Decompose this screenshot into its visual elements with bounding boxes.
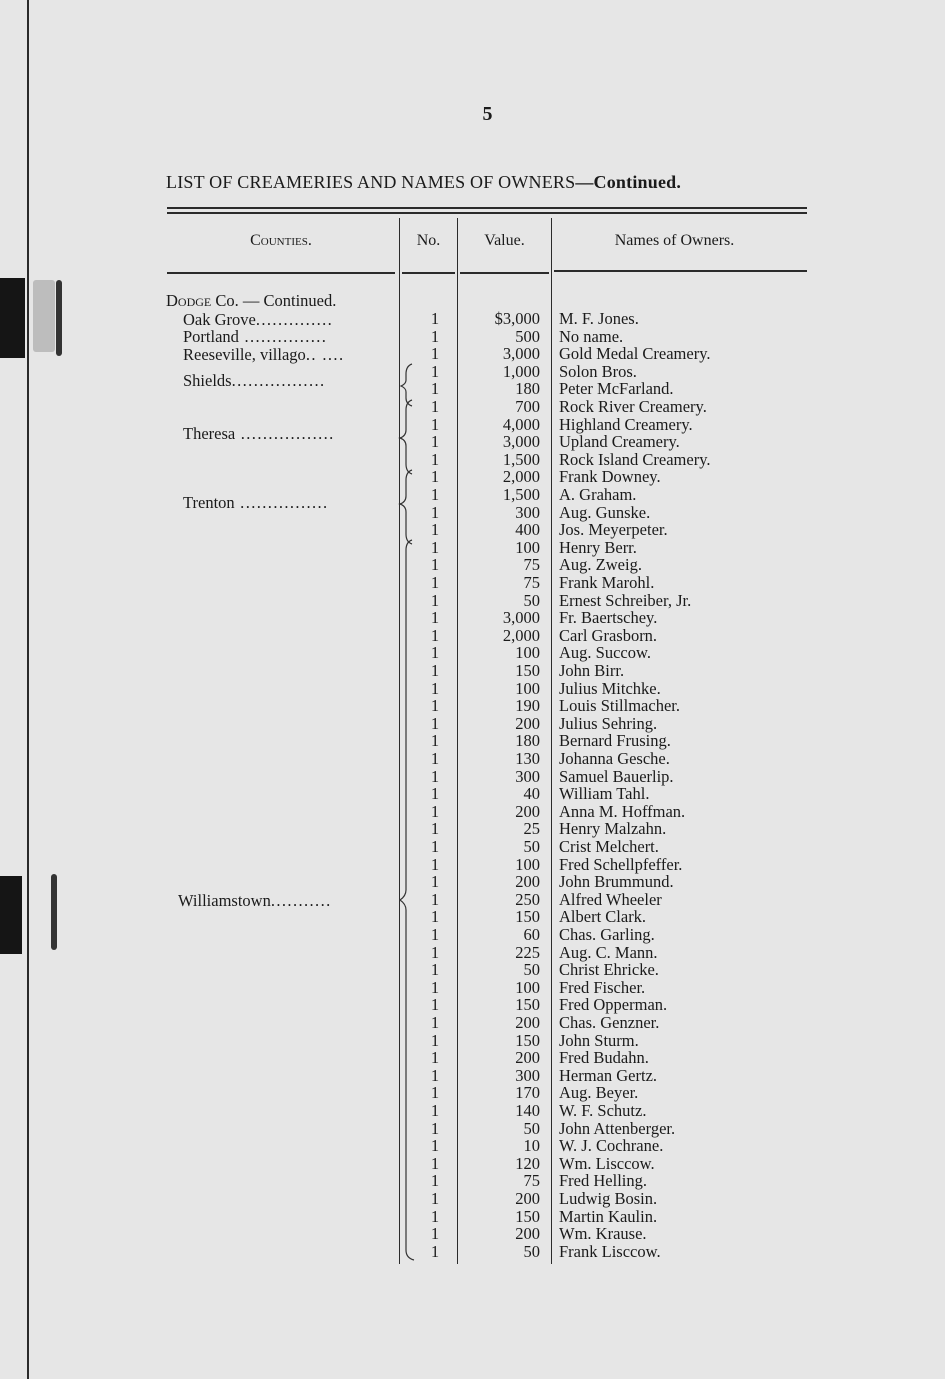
- row-value: 130: [515, 749, 540, 768]
- town-label: Theresa .................: [183, 424, 335, 443]
- row-count: 1: [430, 925, 440, 944]
- title-main: LIST OF CREAMERIES AND NAMES OF OWNERS: [166, 172, 576, 192]
- row-count: 1: [430, 1083, 440, 1103]
- row-count: 1: [430, 960, 440, 980]
- row-count: 1: [430, 854, 440, 874]
- row-value: 1,500: [502, 449, 540, 469]
- row-value: 250: [515, 889, 540, 909]
- row-count: 1: [430, 819, 440, 839]
- row-owner: Peter McFarland.: [559, 379, 674, 399]
- header-rule: [402, 272, 455, 274]
- row-count: 1: [430, 766, 440, 786]
- row-owner: Fr. Baertschey.: [559, 608, 658, 628]
- row-owner: A. Graham.: [559, 485, 637, 504]
- row-count: 1: [430, 625, 440, 645]
- row-owner: Samuel Bauerlip.: [559, 766, 674, 786]
- page-title: [166, 172, 681, 193]
- row-owner: Fred Fischer.: [559, 977, 646, 997]
- row-value: 60: [523, 925, 540, 944]
- county-name: Dodge: [166, 291, 212, 310]
- row-count: 1: [430, 713, 440, 733]
- row-count: 1: [430, 1048, 440, 1068]
- row-count: 1: [430, 1101, 440, 1120]
- row-count: 1: [430, 414, 440, 434]
- row-count: 1: [430, 661, 440, 680]
- row-owner: William Tahl.: [559, 784, 650, 804]
- row-value: 100: [515, 854, 540, 874]
- row-owner: John Attenberger.: [559, 1118, 676, 1138]
- binding-smudge: [33, 280, 55, 352]
- row-owner: Jos. Meyerpeter.: [559, 520, 668, 540]
- row-value: 190: [515, 696, 540, 716]
- header-value: Value.: [484, 232, 525, 249]
- row-owner: John Brummund.: [559, 872, 674, 892]
- row-count: 1: [430, 801, 440, 821]
- row-owner: Ludwig Bosin.: [559, 1189, 658, 1208]
- row-count: 1: [430, 573, 440, 592]
- row-count: 1: [430, 1013, 440, 1032]
- row-count: 1: [430, 1171, 440, 1191]
- row-count: 1: [430, 872, 440, 892]
- row-count: 1: [430, 1224, 440, 1244]
- row-owner: Aug. Zweig.: [559, 555, 642, 575]
- row-count: 1: [430, 344, 440, 364]
- row-value: 50: [523, 837, 540, 856]
- header-rule: [554, 270, 807, 272]
- row-owner: Aug. Gunske.: [559, 502, 651, 522]
- row-value: 1,500: [502, 485, 540, 504]
- header-rule: [460, 272, 549, 274]
- row-owner: Aug. C. Mann.: [559, 942, 658, 962]
- row-count: 1: [430, 1030, 440, 1050]
- row-count: 1: [430, 432, 440, 452]
- town-label: Portland ...............: [183, 327, 328, 346]
- row-owner: Christ Ehricke.: [559, 960, 659, 980]
- row-value: 200: [515, 801, 540, 821]
- row-value: 3,000: [502, 608, 540, 628]
- top-rule: [167, 212, 807, 214]
- town-label: Shields.................: [183, 371, 326, 390]
- row-owner: John Sturm.: [559, 1030, 639, 1050]
- row-owner: Crist Melchert.: [559, 837, 659, 856]
- row-value: 200: [515, 872, 540, 892]
- row-count: 1: [430, 590, 440, 610]
- row-value: 50: [523, 960, 540, 980]
- row-count: 1: [430, 643, 440, 663]
- row-value: 40: [523, 784, 540, 804]
- row-value: 25: [523, 819, 540, 839]
- column-divider: [457, 218, 458, 1264]
- row-value: 400: [515, 520, 540, 540]
- row-owner: Fred Helling.: [559, 1171, 647, 1191]
- row-owner: Henry Berr.: [559, 537, 637, 557]
- row-value: 200: [515, 1189, 540, 1208]
- row-owner: Martin Kaulin.: [559, 1206, 658, 1226]
- row-count: 1: [430, 1065, 440, 1085]
- row-count: 1: [430, 942, 440, 962]
- row-value: 170: [515, 1083, 540, 1103]
- row-value: 100: [515, 537, 540, 557]
- row-count: 1: [430, 397, 440, 416]
- row-count: 1: [430, 731, 440, 751]
- header-counties: Counties.: [250, 232, 312, 249]
- row-count: 1: [430, 784, 440, 804]
- row-count: 1: [430, 749, 440, 768]
- town-label: Reeseville, villago.. ....: [183, 345, 345, 364]
- row-value: 700: [515, 397, 540, 416]
- row-value: 100: [515, 643, 540, 663]
- row-value: 1,000: [502, 361, 540, 381]
- row-owner: Henry Malzahn.: [559, 819, 667, 839]
- row-count: 1: [430, 907, 440, 927]
- row-owner: Chas. Garling.: [559, 925, 655, 944]
- row-owner: Anna M. Hoffman.: [559, 801, 686, 821]
- row-value: 180: [515, 379, 540, 399]
- row-count: 1: [430, 1241, 440, 1261]
- row-count: 1: [430, 1153, 440, 1173]
- header-no: No.: [416, 232, 441, 249]
- row-owner: Rock River Creamery.: [559, 397, 707, 416]
- title-suffix: —Continued.: [575, 172, 682, 192]
- header-owners: Names of Owners.: [614, 232, 735, 249]
- column-divider: [551, 218, 552, 1264]
- row-owner: Alfred Wheeler: [559, 889, 662, 909]
- row-count: 1: [430, 889, 440, 909]
- row-value: 3,000: [502, 344, 540, 364]
- county-heading: [166, 291, 336, 311]
- row-count: 1: [430, 1118, 440, 1138]
- row-owner: Solon Bros.: [559, 361, 637, 381]
- row-value: 75: [523, 555, 540, 575]
- row-count: 1: [430, 995, 440, 1015]
- row-owner: Julius Sehring.: [559, 713, 658, 733]
- row-owner: Wm. Lisccow.: [559, 1153, 655, 1173]
- row-count: 1: [430, 309, 440, 328]
- row-owner: M. F. Jones.: [559, 309, 639, 328]
- row-value: 100: [515, 678, 540, 698]
- row-owner: Highland Creamery.: [559, 414, 693, 434]
- row-owner: Julius Mitchke.: [559, 678, 661, 698]
- town-label: Oak Grove..............: [183, 310, 334, 329]
- row-owner: Johanna Gesche.: [559, 749, 670, 768]
- binding-mark: [51, 874, 57, 950]
- row-count: 1: [430, 537, 440, 557]
- row-count: 1: [430, 502, 440, 522]
- row-count: 1: [430, 467, 440, 487]
- row-owner: Frank Marohl.: [559, 573, 655, 592]
- row-owner: Albert Clark.: [559, 907, 647, 927]
- row-count: 1: [430, 485, 440, 504]
- county-heading-rest: Co. — Continued.: [211, 291, 337, 310]
- row-value: 500: [515, 326, 540, 346]
- page-number: 5: [482, 103, 493, 125]
- row-owner: Aug. Succow.: [559, 643, 651, 663]
- row-value: 300: [515, 502, 540, 522]
- row-owner: W. J. Cochrane.: [559, 1136, 664, 1156]
- row-owner: Wm. Krause.: [559, 1224, 647, 1244]
- row-value: 4,000: [502, 414, 540, 434]
- row-owner: Fred Budahn.: [559, 1048, 649, 1068]
- top-rule: [167, 207, 807, 209]
- row-owner: Herman Gertz.: [559, 1065, 658, 1085]
- row-count: 1: [430, 379, 440, 399]
- row-value: $3,000: [494, 309, 540, 328]
- row-count: 1: [430, 1189, 440, 1208]
- town-label: Trenton ................: [183, 493, 329, 512]
- row-value: 300: [515, 1065, 540, 1085]
- row-count: 1: [430, 837, 440, 856]
- row-value: 150: [515, 995, 540, 1015]
- row-value: 200: [515, 713, 540, 733]
- row-value: 50: [523, 1241, 540, 1261]
- row-value: 140: [515, 1101, 540, 1120]
- row-count: 1: [430, 520, 440, 540]
- row-owner: Fred Opperman.: [559, 995, 668, 1015]
- row-owner: Ernest Schreiber, Jr.: [559, 590, 692, 610]
- row-value: 50: [523, 1118, 540, 1138]
- row-count: 1: [430, 555, 440, 575]
- row-value: 100: [515, 977, 540, 997]
- row-count: 1: [430, 1206, 440, 1226]
- row-owner: Upland Creamery.: [559, 432, 680, 452]
- town-label: Williamstown...........: [178, 891, 332, 910]
- row-value: 300: [515, 766, 540, 786]
- group-braces: [396, 360, 418, 1264]
- row-count: 1: [430, 696, 440, 716]
- row-value: 200: [515, 1013, 540, 1032]
- row-owner: Fred Schellpfeffer.: [559, 854, 683, 874]
- header-rule: [167, 272, 395, 274]
- row-value: 180: [515, 731, 540, 751]
- row-owner: Chas. Genzner.: [559, 1013, 660, 1032]
- row-count: 1: [430, 449, 440, 469]
- row-owner: Gold Medal Creamery.: [559, 344, 711, 364]
- row-count: 1: [430, 1136, 440, 1156]
- row-value: 120: [515, 1153, 540, 1173]
- row-value: 2,000: [502, 467, 540, 487]
- row-count: 1: [430, 608, 440, 628]
- row-value: 75: [523, 573, 540, 592]
- row-value: 50: [523, 590, 540, 610]
- binding-mark: [56, 280, 62, 356]
- page-edge-line: [27, 0, 29, 1379]
- row-owner: W. F. Schutz.: [559, 1101, 647, 1120]
- row-owner: Aug. Beyer.: [559, 1083, 639, 1103]
- row-count: 1: [430, 326, 440, 346]
- row-value: 150: [515, 1206, 540, 1226]
- binding-shadow: [0, 278, 25, 358]
- row-owner: Frank Downey.: [559, 467, 661, 487]
- row-value: 200: [515, 1224, 540, 1244]
- row-count: 1: [430, 678, 440, 698]
- row-count: 1: [430, 977, 440, 997]
- row-value: 200: [515, 1048, 540, 1068]
- row-owner: Bernard Frusing.: [559, 731, 671, 751]
- row-value: 2,000: [502, 625, 540, 645]
- row-owner: No name.: [559, 326, 624, 346]
- row-owner: Carl Grasborn.: [559, 625, 658, 645]
- row-value: 150: [515, 1030, 540, 1050]
- row-owner: Rock Island Creamery.: [559, 449, 711, 469]
- row-value: 225: [515, 942, 540, 962]
- row-owner: Louis Stillmacher.: [559, 696, 680, 716]
- row-owner: Frank Lisccow.: [559, 1241, 661, 1261]
- row-count: 1: [430, 361, 440, 381]
- row-value: 75: [523, 1171, 540, 1191]
- row-value: 3,000: [502, 432, 540, 452]
- row-owner: John Birr.: [559, 661, 625, 680]
- row-value: 150: [515, 661, 540, 680]
- binding-shadow: [0, 876, 22, 954]
- row-value: 10: [523, 1136, 540, 1156]
- row-value: 150: [515, 907, 540, 927]
